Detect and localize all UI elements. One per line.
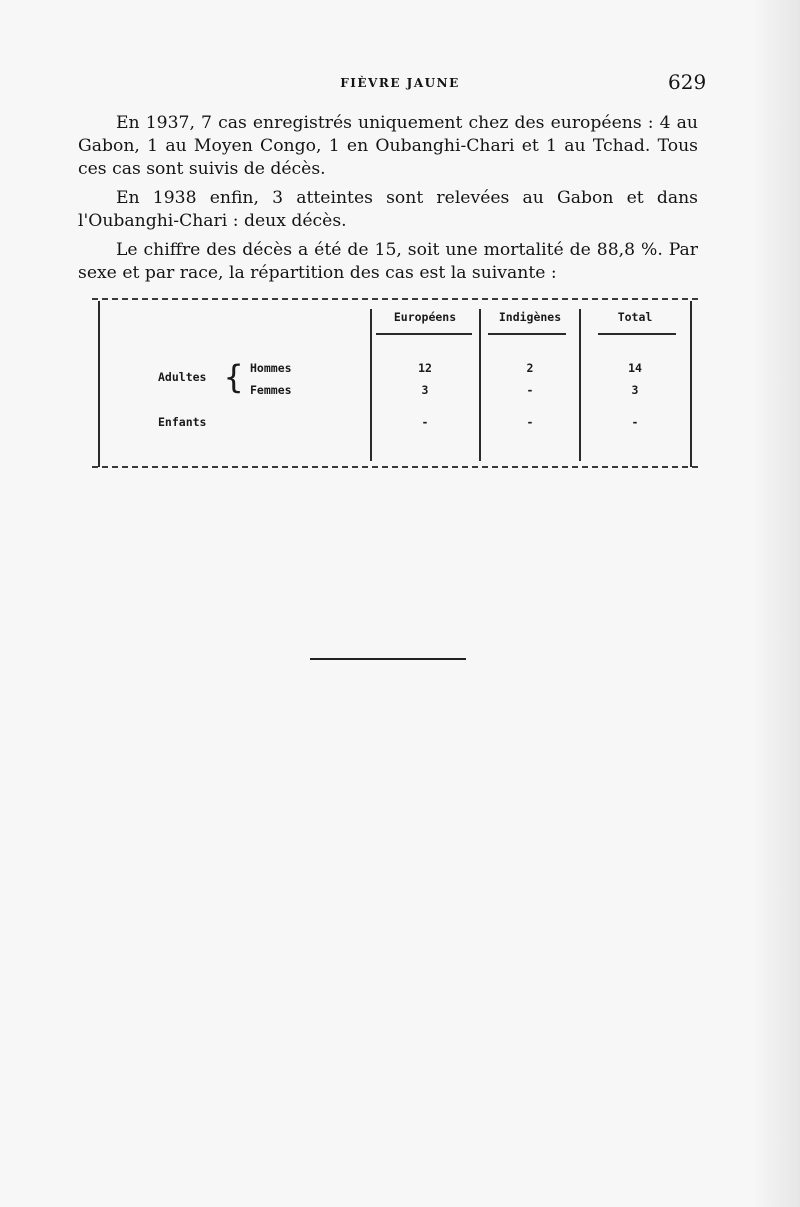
page-number: 629 [668, 70, 707, 94]
section-end-rule [310, 658, 466, 660]
table-left-border [98, 301, 100, 467]
header-underline-indigenes [488, 333, 566, 335]
column-divider-3 [579, 309, 581, 461]
paragraph-mortality: Le chiffre des décès a été de 15, soit une mortalité de 88,8 %. Par sexe et par race, la répartition des cas est la suivante : [78, 240, 698, 283]
column-header-indigenes: Indigènes [498, 310, 562, 324]
paragraph-1937: En 1937, 7 cas enregistrés uniquement chez des européens : 4 au Gabon, 1 au Moyen Congo, 1 en Oubanghi-Chari et 1 au Tchad. Tous ces cas sont suivis de décès. [78, 113, 698, 179]
cases-table [92, 291, 698, 477]
column-divider-1 [370, 309, 372, 461]
header-underline-total [598, 333, 676, 335]
table-top-border [92, 298, 698, 300]
row-bracket: { [224, 358, 244, 396]
column-header-total: Total [617, 310, 653, 324]
cell-hommes-europeens: 12 [418, 361, 432, 375]
column-divider-2 [479, 309, 481, 461]
body-text [78, 112, 698, 285]
cell-femmes-indigenes: - [526, 383, 534, 397]
cell-enfants-indigenes: - [526, 415, 534, 429]
page-edge-shadow [752, 0, 800, 1207]
cell-hommes-indigenes: 2 [526, 361, 534, 375]
cell-enfants-total: - [631, 415, 639, 429]
cell-hommes-total: 14 [628, 361, 642, 375]
row-label-enfants: Enfants [158, 415, 207, 429]
paragraph-1938: En 1938 enfin, 3 atteintes sont relevées au Gabon et dans l'Oubanghi-Chari : deux décès. [78, 188, 698, 231]
table-bottom-border [92, 466, 698, 468]
header-underline-europeens [376, 333, 472, 335]
row-label-femmes: Femmes [250, 383, 292, 397]
cell-femmes-total: 3 [631, 383, 639, 397]
group-label-adultes: Adultes [158, 370, 207, 384]
cell-enfants-europeens: - [421, 415, 429, 429]
row-label-hommes: Hommes [250, 361, 292, 375]
table-right-border [690, 301, 692, 467]
running-title: FIÈVRE JAUNE [340, 76, 460, 90]
column-header-europeens: Européens [393, 310, 457, 324]
cell-femmes-europeens: 3 [421, 383, 429, 397]
